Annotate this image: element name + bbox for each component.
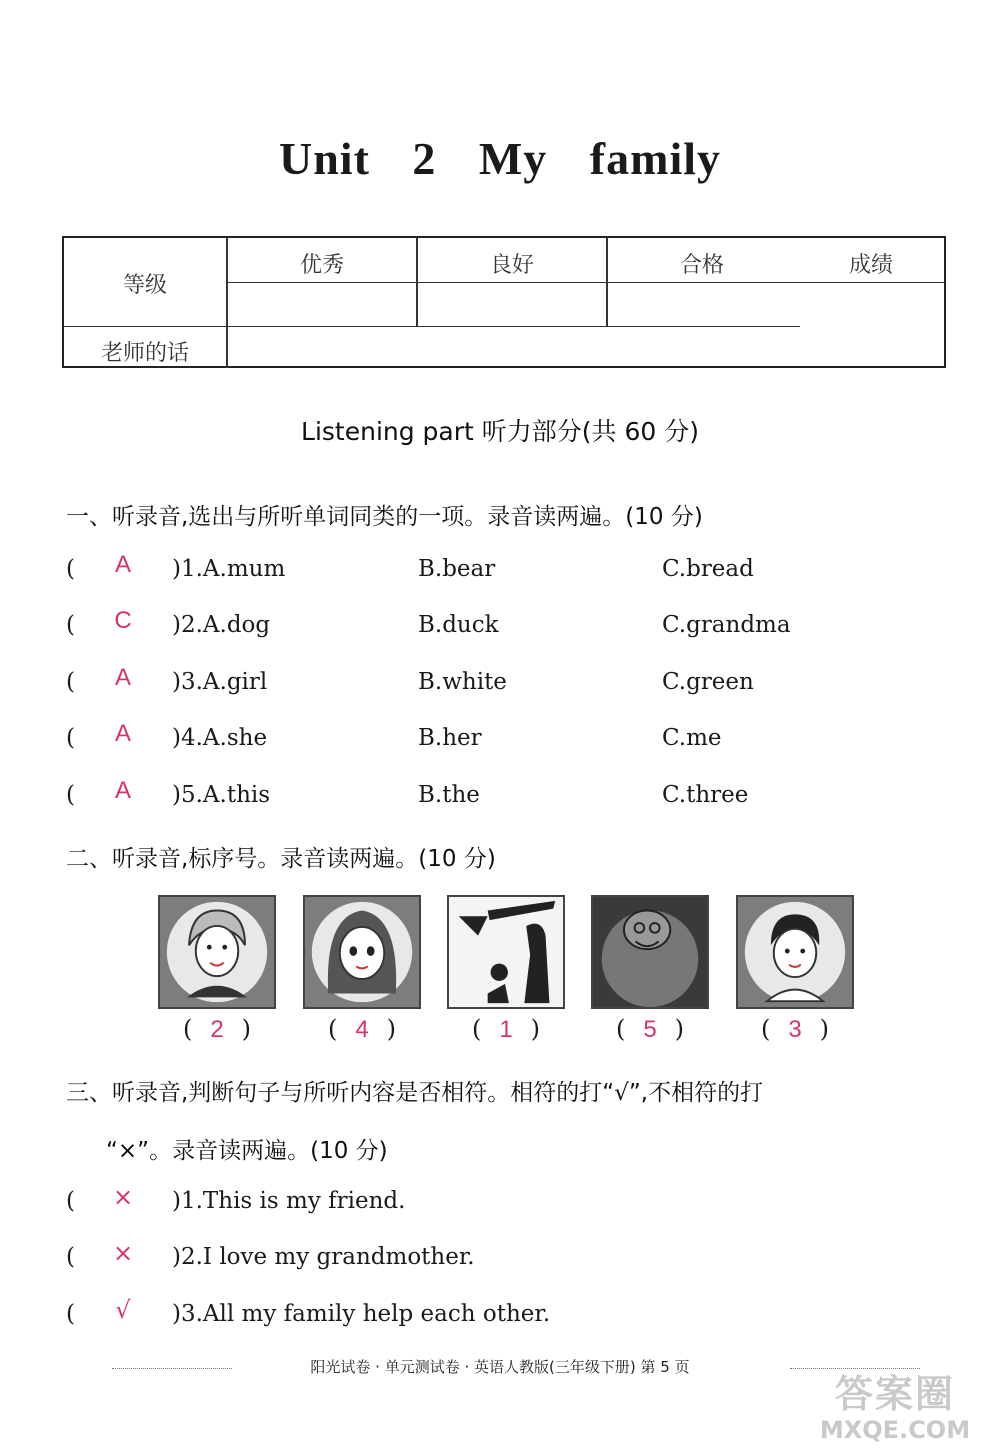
open-paren: ( <box>66 556 75 582</box>
answer-mark: √ <box>115 1296 131 1324</box>
statement-text: )3.All my family help each other. <box>172 1301 551 1327</box>
option-a: )4.A.she <box>172 725 268 751</box>
grade-label: 等级 <box>122 273 167 298</box>
list-item <box>0 777 1000 822</box>
open-paren: ( <box>66 1244 75 1270</box>
option-c: C.green <box>662 669 754 695</box>
girl-portrait-icon <box>303 895 421 1009</box>
answer-mark: 2 <box>210 1016 224 1043</box>
watermark-text: 答案圈 <box>834 1372 955 1416</box>
answer-mark: A <box>114 664 131 691</box>
open-paren: ( <box>66 1301 75 1327</box>
answer-mark: C <box>114 607 132 634</box>
list-item <box>0 1239 1000 1284</box>
picture-answer: ( 1 ) <box>471 1015 541 1043</box>
option-c: C.bread <box>662 556 754 582</box>
list-item <box>0 607 1000 652</box>
open-paren: ( <box>66 612 75 638</box>
option-c: C.three <box>662 782 749 808</box>
grade-col-excellent: 优秀 <box>299 253 344 278</box>
teacher-comment-label: 老师的话 <box>100 341 189 366</box>
option-b: B.bear <box>418 556 496 582</box>
listening-header: Listening part 听力部分(共 60 分) <box>301 417 699 446</box>
option-c: C.me <box>662 725 722 751</box>
picture-answer: ( 3 ) <box>760 1015 830 1043</box>
grade-col-score: 成绩 <box>848 253 893 278</box>
answer-mark: 1 <box>499 1016 513 1043</box>
option-b: B.the <box>418 782 480 808</box>
list-item <box>0 720 1000 765</box>
family-scene-icon <box>447 895 565 1009</box>
part1-title: 一、听录音,选出与所听单词同类的一项。录音读两遍。(10 分) <box>66 504 703 530</box>
open-paren: ( <box>66 1188 75 1214</box>
old-man-portrait-icon <box>591 895 709 1009</box>
option-a: )5.A.this <box>172 782 271 808</box>
answer-mark: A <box>114 777 131 804</box>
answer-mark: 5 <box>643 1016 657 1043</box>
list-item <box>0 1183 1000 1228</box>
open-paren: ( <box>66 669 75 695</box>
table-divider <box>226 282 944 283</box>
list-item <box>0 551 1000 596</box>
list-item <box>0 664 1000 709</box>
answer-mark: 4 <box>355 1016 369 1043</box>
boy-portrait-icon <box>736 895 854 1009</box>
answer-mark: 3 <box>788 1016 802 1043</box>
option-a: )3.A.girl <box>172 669 268 695</box>
open-paren: ( <box>66 725 75 751</box>
option-b: B.white <box>418 669 507 695</box>
footer-rule <box>790 1368 920 1369</box>
answer-mark: A <box>114 720 131 747</box>
statement-text: )2.I love my grandmother. <box>172 1244 475 1270</box>
answer-mark: A <box>114 551 131 578</box>
picture-answer: ( 2 ) <box>182 1015 252 1043</box>
picture-answer: ( 5 ) <box>615 1015 685 1043</box>
table-divider <box>64 326 800 327</box>
part2-title: 二、听录音,标序号。录音读两遍。(10 分) <box>66 846 496 872</box>
picture-answer: ( 4 ) <box>327 1015 397 1043</box>
list-item <box>0 1296 1000 1341</box>
option-a: )1.A.mum <box>172 556 286 582</box>
watermark-url: MXQE.COM <box>819 1416 971 1444</box>
option-a: )2.A.dog <box>172 612 271 638</box>
option-b: B.duck <box>418 612 499 638</box>
page-title: Unit 2 My family <box>278 133 721 184</box>
statement-text: )1.This is my friend. <box>172 1188 406 1214</box>
option-b: B.her <box>418 725 482 751</box>
part3-title: 三、听录音,判断句子与所听内容是否相符。相符的打“√”,不相符的打 <box>66 1080 764 1106</box>
part3-title-cont: “×”。录音读两遍。(10 分) <box>106 1138 388 1164</box>
option-c: C.grandma <box>662 612 791 638</box>
watermark <box>800 1372 990 1444</box>
grade-col-good: 良好 <box>489 253 534 278</box>
grade-table <box>62 236 946 368</box>
woman-portrait-icon <box>158 895 276 1009</box>
answer-mark: × <box>112 1183 134 1211</box>
picture-row <box>0 895 1000 1055</box>
answer-mark: × <box>112 1239 134 1267</box>
open-paren: ( <box>66 782 75 808</box>
grade-col-pass: 合格 <box>679 253 724 278</box>
page-footer: 阳光试卷 · 单元测试卷 · 英语人教版(三年级下册) 第 5 页 <box>310 1358 690 1376</box>
